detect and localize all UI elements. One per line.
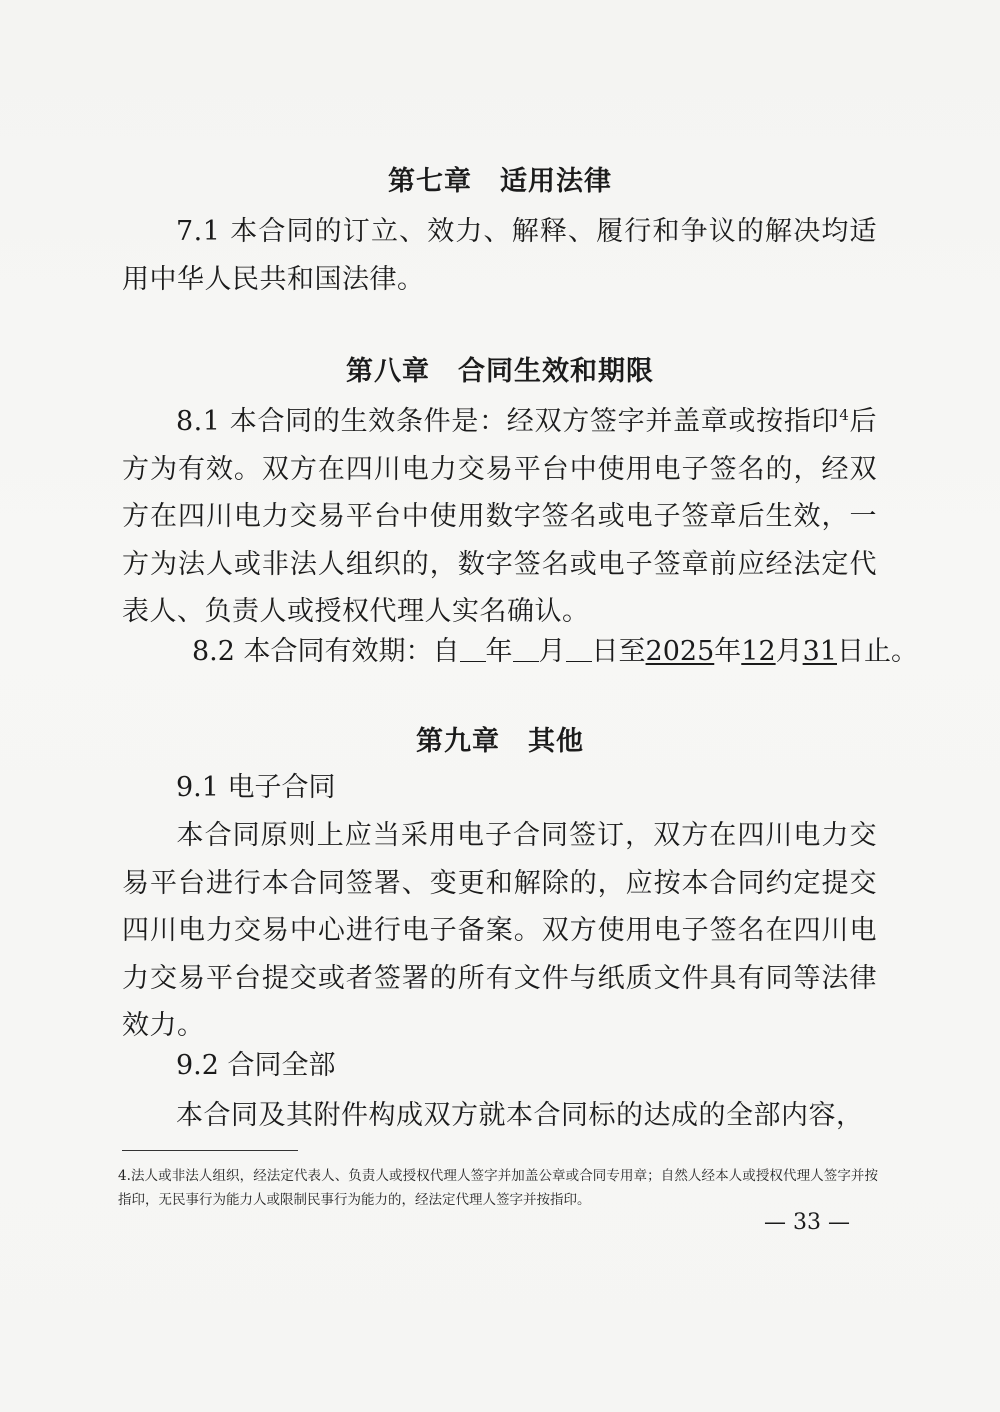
chapter-9-heading: 第九章 其他 bbox=[416, 726, 584, 757]
end-year-unit: 年 bbox=[714, 636, 742, 667]
clause-8-2 bbox=[192, 632, 918, 672]
year-unit: 年 bbox=[485, 636, 513, 667]
page-number: — 33 — bbox=[764, 1210, 850, 1235]
clause-7-1-text: 本合同的订立、效力、解释、履行和争议的解决均适用中华人民共和国法律。 bbox=[122, 216, 878, 295]
clause-8-2-number: 8.2 bbox=[192, 636, 235, 667]
start-year-blank bbox=[460, 637, 486, 662]
clause-8-2-suffix: 日止。 bbox=[836, 636, 918, 667]
end-day: 31 bbox=[802, 636, 837, 667]
footnote-ref-4: 4 bbox=[839, 406, 850, 424]
clause-9-2-body: 本合同及其附件构成双方就本合同标的达成的全部内容， bbox=[176, 1100, 864, 1131]
start-month-blank bbox=[513, 637, 539, 662]
footnote-4: 4.法人或非法人组织，经法定代表人、负责人或授权代理人签字并加盖公章或合同专用章；自然人经本人或授权代理人签字并按指印，无民事行为能力人或限制民事行为能力的，经法定代理人签字并按指印。 bbox=[118, 1168, 878, 1208]
start-day-blank bbox=[566, 637, 592, 662]
clause-8-1 bbox=[122, 398, 877, 636]
chapter-8-heading: 第八章 合同生效和期限 bbox=[346, 356, 654, 387]
clause-9-2-title: 9.2 合同全部 bbox=[176, 1050, 336, 1081]
clause-7-1-number: 7.1 bbox=[176, 216, 231, 247]
clause-9-1-body: 本合同原则上应当采用电子合同签订，双方在四川电力交易平台进行本合同签署、变更和解除的，应按本合同约定提交四川电力交易中心进行电子备案。双方使用电子签名在四川电力交易平台提交或者签署的所有文件与纸质文件具有同等法律效力。 bbox=[122, 820, 877, 1041]
clause-9-2-text bbox=[122, 1092, 877, 1140]
clause-9-1-title: 9.1 电子合同 bbox=[176, 772, 336, 803]
end-month: 12 bbox=[741, 636, 776, 667]
clause-8-1-text-b: 后方为有效。双方在四川电力交易平台中使用电子签名的，经双方在四川电力交易平台中使用数字签名或电子签章后生效，一方为法人或非法人组织的，数字签名或电子签章前应经法定代表人、负责人或授权代理人实名确认。 bbox=[122, 406, 878, 627]
end-month-unit: 月 bbox=[775, 636, 803, 667]
clause-8-1-text-a: 本合同的生效条件是：经双方签字并盖章或按指印 bbox=[229, 406, 840, 437]
clause-8-2-prefix: 本合同有效期：自 bbox=[243, 636, 460, 667]
clause-8-1-number: 8.1 bbox=[176, 406, 221, 437]
clause-9-1-text bbox=[122, 812, 877, 1050]
end-year: 2025 bbox=[645, 636, 715, 667]
day-unit: 日至 bbox=[591, 636, 646, 667]
clause-7-1 bbox=[122, 208, 877, 303]
month-unit: 月 bbox=[538, 636, 566, 667]
footnote-divider bbox=[122, 1150, 298, 1151]
chapter-7-heading: 第七章 适用法律 bbox=[388, 166, 612, 197]
